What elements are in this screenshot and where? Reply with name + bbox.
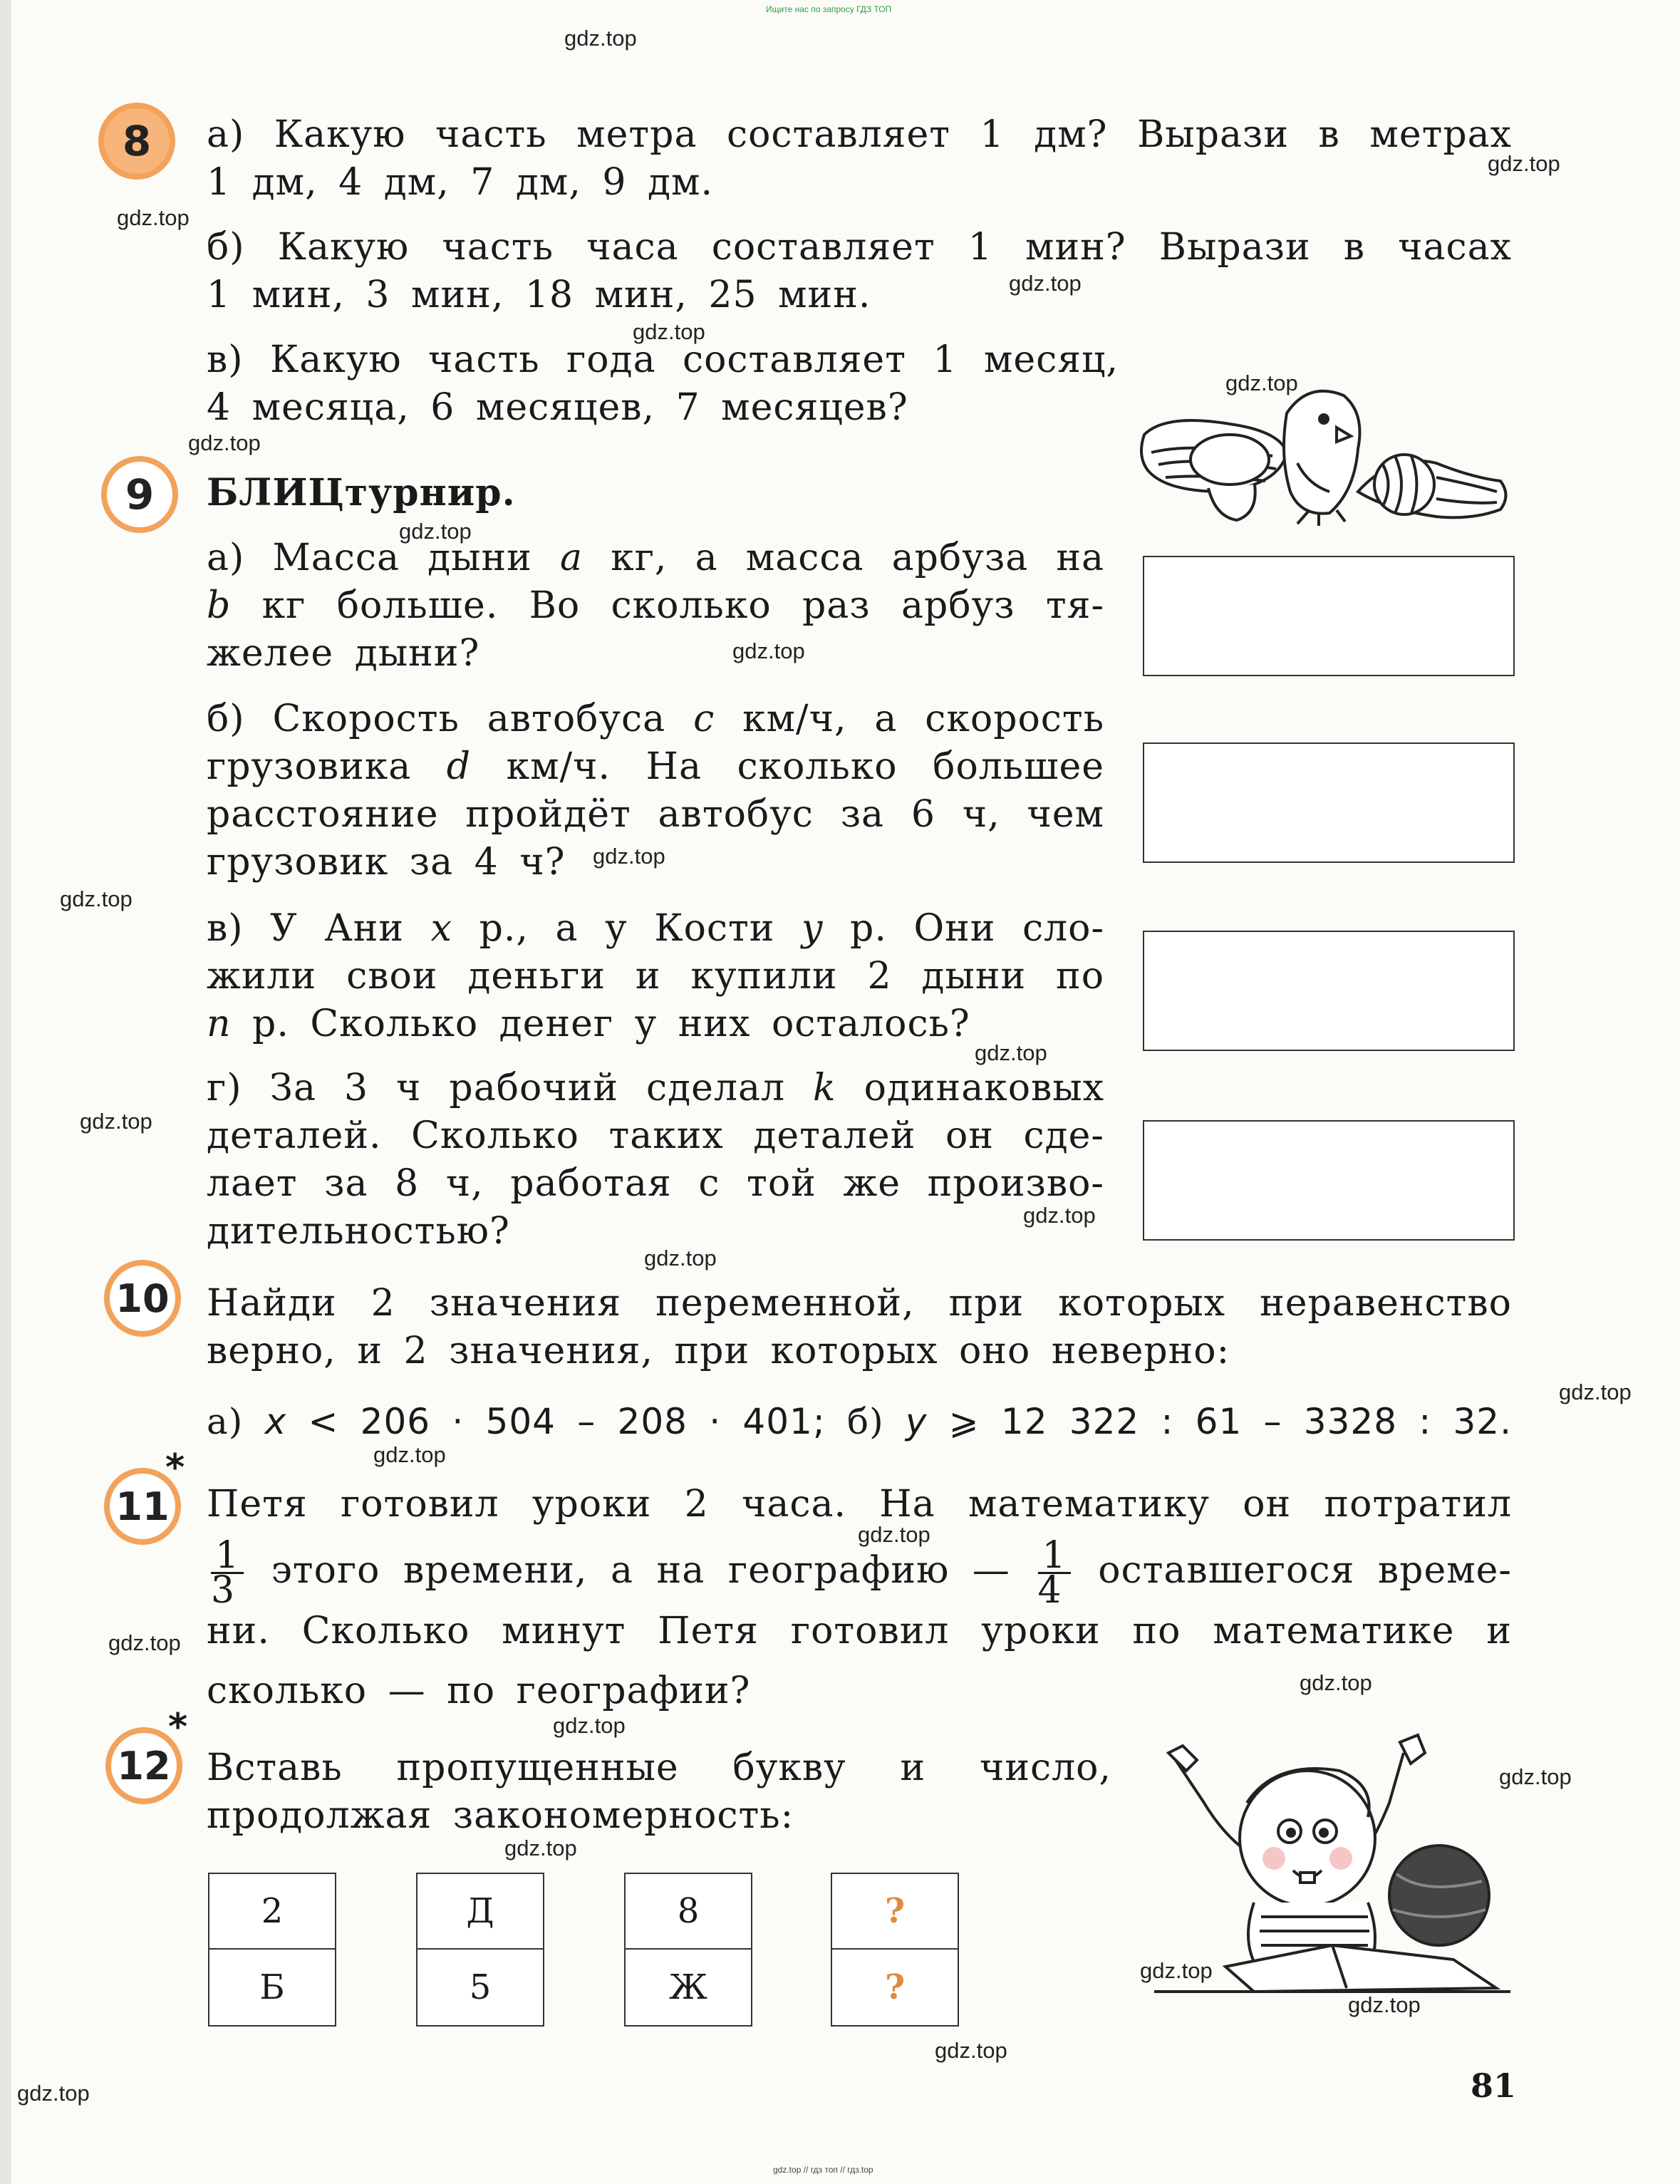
task-9d-line1 [207,1065,1104,1112]
watermark: gdz.top [1009,271,1082,296]
answer-box-b[interactable] [1143,742,1515,863]
card-missing-top[interactable]: ? [832,1874,958,1950]
text-segment: р., а у Кости [479,907,775,950]
watermark: gdz.top [504,1836,577,1860]
text-segment: км/ч. На сколько большее [506,745,1104,788]
inequality-b: ⩾ 12 322 : 61 – 3328 : 32. [948,1401,1512,1442]
task-9c-line2: жили свои деньги и купили 2 дыни по [207,955,1104,998]
watermark: gdz.top [553,1713,626,1738]
text-segment: г) За 3 ч рабочий сделал [207,1067,786,1109]
watermark: gdz.top [188,430,261,455]
watermark: gdz.top [108,1630,181,1655]
card-top-value: 2 [209,1874,335,1950]
watermark: gdz.top [1300,1670,1372,1695]
inequality-a: < 206 · 504 – 208 · 401; [308,1401,826,1442]
watermark: gdz.top [644,1246,717,1270]
bottom-note: gdz.top // гдз топ // гдз.top [773,2165,873,2175]
watermark: gdz.top [373,1442,446,1467]
text-segment: грузовика [207,745,412,788]
task-11-star: * [165,1446,185,1489]
watermark: gdz.top [633,319,705,344]
task-10-line2: верно, и 2 значения, при которых оно неверно: [207,1330,1230,1372]
watermark: gdz.top [1499,1764,1572,1789]
text-segment: р. Они сло- [850,907,1105,950]
task-9b-line4: грузовик за 4 ч? [207,841,566,884]
pattern-card-2 [416,1873,544,2027]
task-8b-line2: 1 мин, 3 мин, 18 мин, 25 мин. [207,274,871,316]
task-12-number: 12 [105,1727,182,1804]
task-8a-line1: а) Какую часть метра составляет 1 дм? Вырази в метрах [207,113,1512,156]
text-segment: кг больше. Во сколько раз арбуз тя- [261,584,1105,627]
variable-c: c [693,698,715,740]
task-11-line3: ни. Сколько минут Петя готовил уроки по математике и [207,1610,1512,1652]
card-top-value: 8 [626,1874,751,1950]
card-missing-bottom[interactable]: ? [884,1967,906,2007]
watermark: gdz.top [17,2081,90,2106]
fraction-denominator: 3 [211,1569,236,1612]
watermark: gdz.top [1225,371,1298,395]
task-8-number: 8 [98,103,175,180]
variable-n: n [207,1003,232,1045]
task-9a-line1 [207,534,1104,582]
variable-d: d [446,745,472,788]
pattern-card-4[interactable] [831,1873,959,2027]
fraction-numerator: 1 [211,1539,244,1574]
variable-x: x [264,1401,287,1442]
watermark: gdz.top [593,844,665,869]
boy-with-globe-illustration [1154,1732,1510,1995]
text-segment: кг, а масса арбуза на [611,537,1105,579]
watermark: gdz.top [117,205,190,230]
task-12-line1: Вставь пропущенные букву и число, [207,1746,1111,1789]
variable-a: a [560,537,584,579]
text-segment: км/ч, а скорость [742,698,1105,740]
task-11-line4: сколько — по географии? [207,1670,751,1712]
variable-b: b [207,584,232,627]
answer-box-a[interactable] [1143,556,1515,676]
task-8b-line1: б) Какую часть часа составляет 1 мин? Вырази в часах [207,226,1512,269]
watermark: gdz.top [60,886,133,911]
card-bottom-value: Ж [669,1967,707,2007]
task-9d-line4: дительностью? [207,1210,510,1253]
watermark: gdz.top [1488,151,1560,176]
task-9b-line3: расстояние пройдёт автобус за 6 ч, чем [207,793,1104,836]
top-note: Ищите нас по запросу ГДЗ ТОП [766,4,892,14]
watermark: gdz.top [732,638,805,663]
task-12-star: * [168,1706,188,1749]
watermark: gdz.top [1348,1992,1421,2017]
text-segment: р. Сколько денег у них осталось? [252,1003,970,1045]
task-9d-line3: лает за 8 ч, работая с той же произво- [207,1162,1104,1205]
task-9d-line2: деталей. Сколько таких деталей он сде- [207,1114,1104,1157]
text-segment: этого времени, а на географию — [271,1549,1010,1592]
pattern-card-1 [208,1873,336,2027]
variable-k: k [813,1067,836,1109]
card-top-value: Д [418,1874,543,1950]
task-10-line1: Найди 2 значения переменной, при которых неравенство [207,1282,1512,1325]
text-segment: одинаковых [864,1067,1105,1109]
task-9c-line3 [207,1000,1104,1048]
task-12-line2: продолжая закономерность: [207,1794,794,1837]
watermark: gdz.top [858,1522,930,1547]
answer-box-d[interactable] [1143,1120,1515,1241]
variable-x: x [430,907,452,950]
task-9b-line2 [207,743,1104,791]
label-b: б) [846,1401,884,1442]
watermark: gdz.top [399,519,472,544]
variable-y: y [802,907,824,950]
task-8a-line2: 1 дм, 4 дм, 7 дм, 9 дм. [207,161,714,204]
task-9a-line3: желее дыни? [207,632,480,675]
watermark: gdz.top [1559,1380,1632,1404]
pattern-card-3 [624,1873,752,2027]
fraction-one-third [211,1534,244,1612]
task-9b-line1 [207,695,1104,743]
text-segment: оставшегося време- [1098,1549,1513,1592]
card-bottom-value: Б [259,1967,285,2007]
label-a: а) [207,1401,244,1442]
task-11-number: 11 [104,1468,181,1545]
watermark: gdz.top [935,2038,1007,2063]
bird-with-melons-illustration [1137,385,1515,549]
fraction-denominator: 4 [1037,1569,1062,1612]
task-9-number: 9 [101,456,178,533]
text-segment: в) У Ани [207,907,405,950]
variable-y: y [905,1401,928,1442]
task-10-number: 10 [104,1260,181,1337]
fraction-one-quarter [1037,1534,1071,1612]
watermark: gdz.top [1140,1958,1213,1983]
page-edge [0,0,11,2184]
text-segment: б) Скорость автобуса [207,698,666,740]
task-9a-line2 [207,582,1104,630]
task-9c-line1 [207,905,1104,953]
watermark: gdz.top [975,1040,1047,1065]
task-11-line1: Петя готовил уроки 2 часа. На математику он потратил [207,1483,1512,1526]
page-number: 81 [1471,2066,1517,2105]
answer-box-c[interactable] [1143,931,1515,1051]
task-10-expressions [207,1398,1512,1446]
fraction-numerator: 1 [1038,1539,1071,1574]
task-8c-line1: в) Какую часть года составляет 1 месяц, [207,338,1119,381]
watermark: gdz.top [1023,1203,1096,1228]
text-segment: а) Масса дыни [207,537,532,579]
card-bottom-value: 5 [469,1967,492,2007]
watermark: gdz.top [564,26,637,51]
watermark: gdz.top [80,1109,152,1134]
task-9-title: БЛИЦтурнир. [207,471,516,514]
task-8c-line2: 4 месяца, 6 месяцев, 7 месяцев? [207,386,908,429]
